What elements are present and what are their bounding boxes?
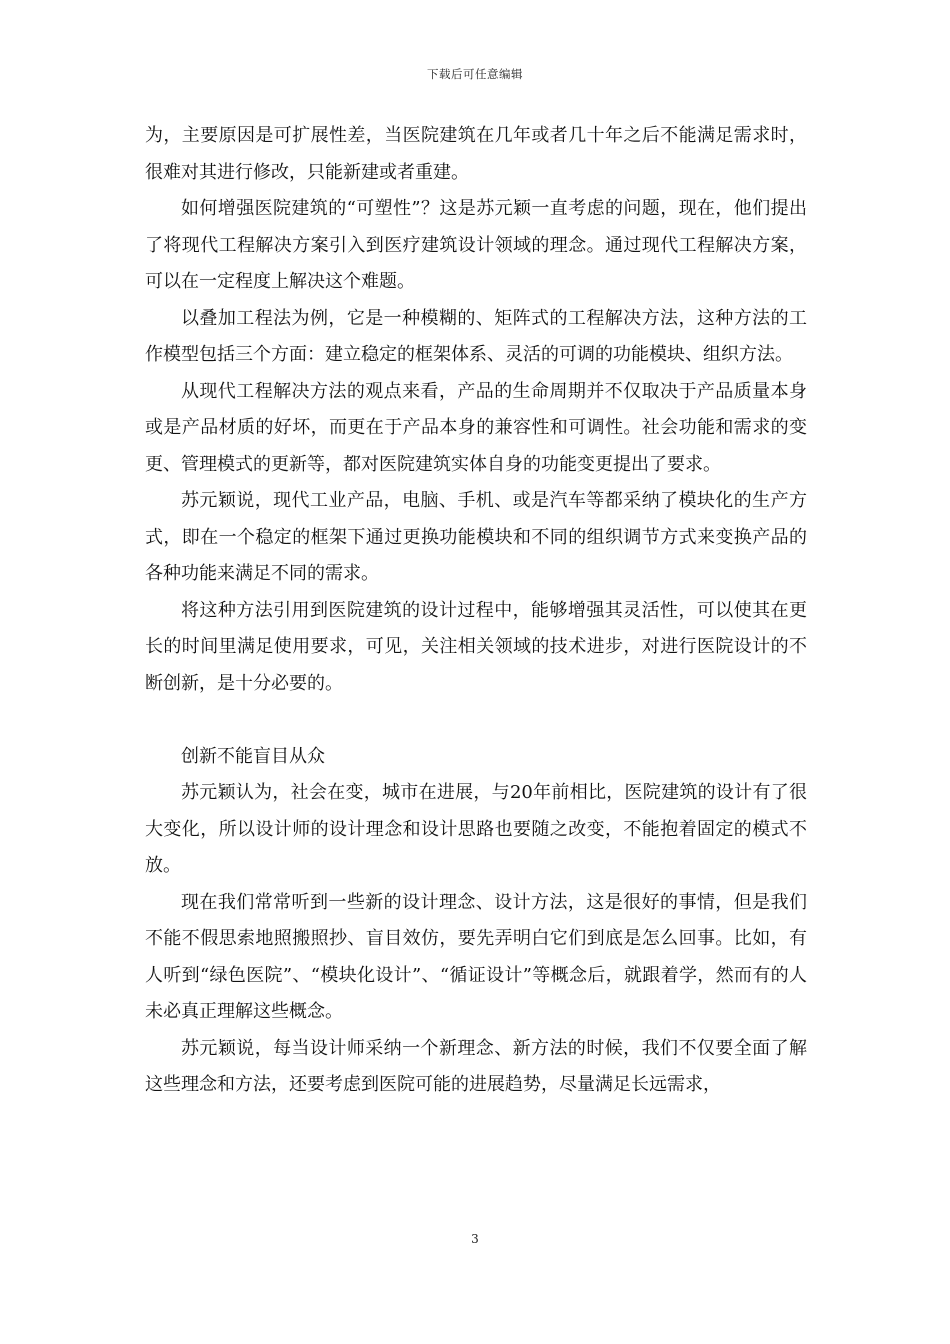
- blank-line-spacer: [145, 702, 807, 739]
- paragraph: 苏元颖说，每当设计师采纳一个新理念、新方法的时候，我们不仅要全面了解这些理念和方法，还要考虑到医院可能的进展趋势，尽量满足长远需求，: [145, 1037, 807, 1095]
- document-body: [145, 118, 807, 1104]
- paragraph: 苏元颖认为，社会在变，城市在进展，与20年前相比，医院建筑的设计有了很大变化，所以设计师的设计理念和设计思路也要随之改变，不能抱着固定的模式不放。: [145, 782, 807, 876]
- paragraph: 从现代工程解决方法的观点来看，产品的生命周期并不仅取决于产品质量本身或是产品材质的好坏，而更在于产品本身的兼容性和可调性。社会功能和需求的变更、管理模式的更新等，都对医院建筑实体自身的功能变更提出了要求。: [145, 380, 807, 475]
- paragraph: 现在我们常常听到一些新的设计理念、设计方法，这是很好的事情，但是我们不能不假思索地照搬照抄、盲目效仿，要先弄明白它们到底是怎么回事。比如，有人听到“绿色医院”、“模块化设计”、“循证设计”等概念后，就跟着学，然而有的人未必真正理解这些概念。: [145, 891, 807, 1022]
- section-heading: 创新不能盲目从众: [181, 745, 325, 767]
- paragraph: 如何增强医院建筑的“可塑性”？这是苏元颖一直考虑的问题，现在，他们提出了将现代工程解决方案引入到医疗建筑设计领域的理念。通过现代工程解决方案，可以在一定程度上解决这个难题。: [145, 198, 807, 292]
- paragraph: 以叠加工程法为例，它是一种模糊的、矩阵式的工程解决方法，这种方法的工作模型包括三个方面：建立稳定的框架体系、灵活的可调的功能模块、组织方法。: [145, 307, 807, 365]
- paragraph-continuation: 为，主要原因是可扩展性差，当医院建筑在几年或者几十年之后不能满足需求时，很难对其进行修改，只能新建或者重建。: [145, 125, 807, 183]
- page-header: 下载后可任意编辑: [427, 67, 523, 81]
- paragraph: 将这种方法引用到医院建筑的设计过程中，能够增强其灵活性，可以使其在更长的时间里满足使用要求，可见，关注相关领域的技术进步，对进行医院设计的不断创新，是十分必要的。: [145, 599, 807, 694]
- paragraph: 苏元颖说，现代工业产品，电脑、手机、或是汽车等都采纳了模块化的生产方式，即在一个稳定的框架下通过更换功能模块和不同的组织调节方式来变换产品的各种功能来满足不同的需求。: [145, 490, 807, 584]
- page-number: 3: [471, 1232, 479, 1246]
